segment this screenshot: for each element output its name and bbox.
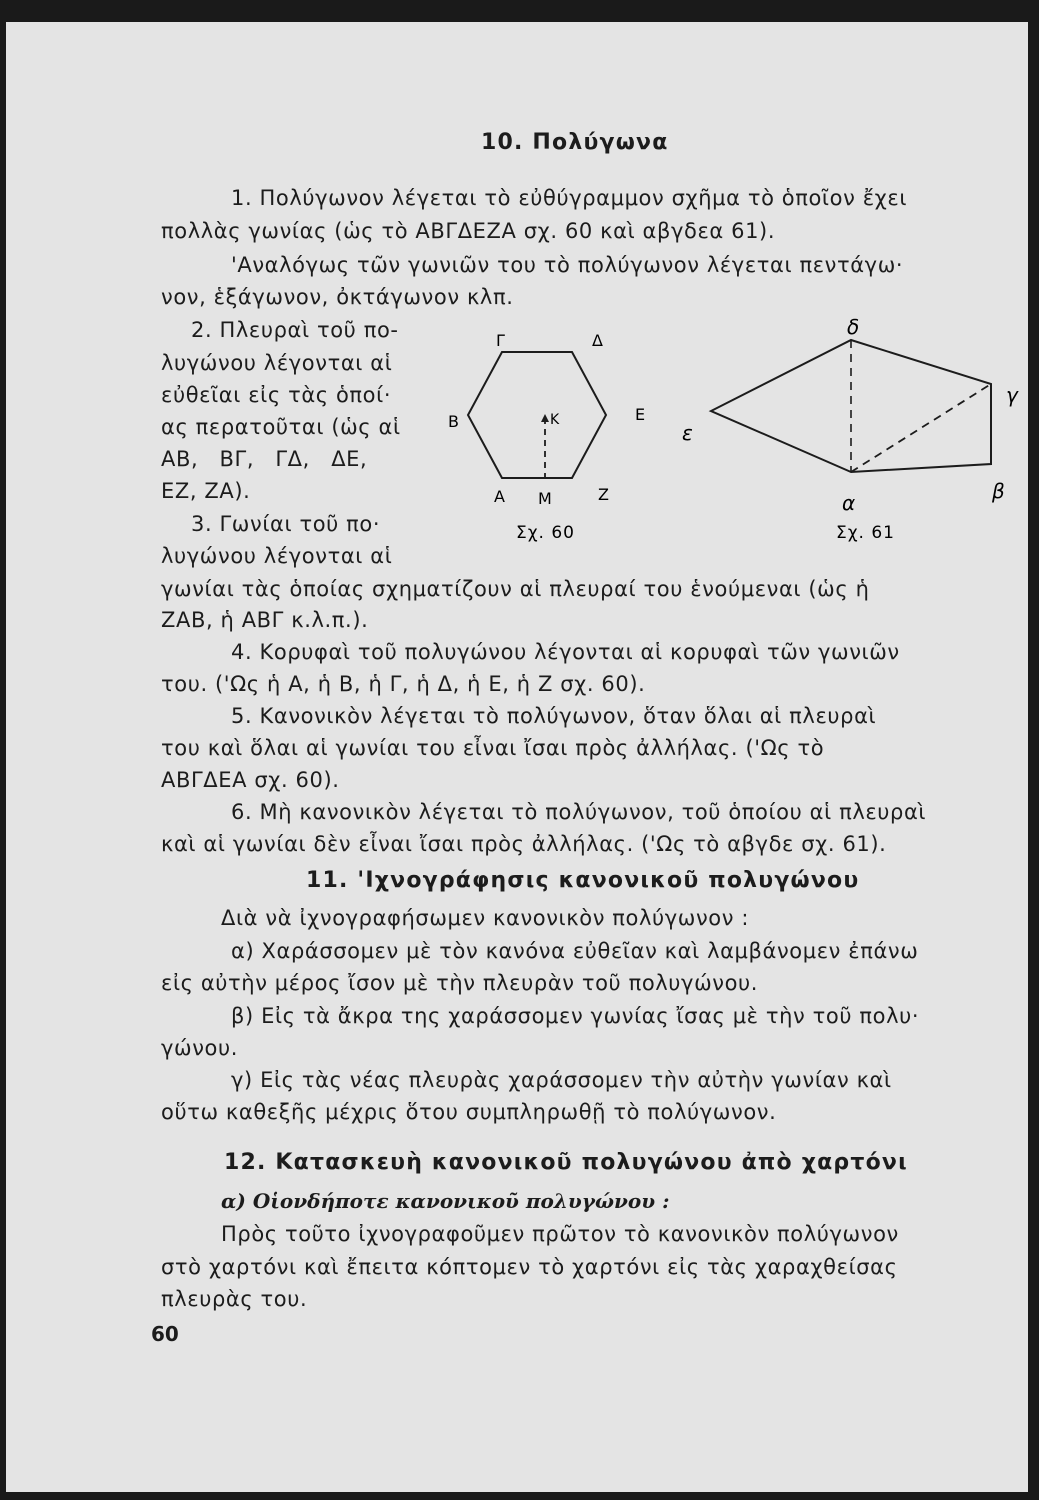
label-B: Β [448, 412, 459, 431]
page-number: 60 [151, 1322, 179, 1346]
p1-line2: πολλὰς γωνίας (ὡς τὸ ΑΒΓΔΕΖΑ σχ. 60 καὶ αβγδεα 61). [161, 219, 776, 243]
p3-line1: 3. Γωνίαι τοῦ πο· [191, 512, 381, 536]
s11-c-line1: γ) Εἰς τὰς νέας πλευρὰς χαράσσομεν τὴν αὐτὴν γωνίαν καὶ [231, 1068, 892, 1092]
p3-line4: ΖΑΒ, ἡ ΑΒΓ κ.λ.π.). [161, 608, 369, 632]
p5-line2: του καὶ ὅλαι αἱ γωνίαι του εἶναι ἴσαι πρὸς ἀλλήλας. ('Ως τὸ [161, 736, 825, 760]
figure-61-caption: Σχ. 61 [836, 523, 896, 543]
apothem-arrow [541, 414, 549, 422]
p5-line1: 5. Κανονικὸν λέγεται τὸ πολύγωνον, ὅταν ὅλαι αἱ πλευραὶ [231, 704, 877, 728]
label-E: Ε [635, 405, 646, 424]
s12-subheading: α) Οἱονδήποτε κανονικοῦ πολυγώνου : [221, 1189, 670, 1213]
pentagon-diagonal-dashed [851, 384, 991, 472]
p2-line4: ας περατοῦται (ὡς αἱ [161, 415, 401, 439]
p2-line2: λυγώνου λέγονται αἱ [161, 351, 393, 375]
label-M: Μ [538, 489, 552, 508]
p5-line3: ΑΒΓΔΕΑ σχ. 60). [161, 768, 340, 792]
s11-b-line1: β) Εἰς τὰ ἄκρα της χαράσσομεν γωνίας ἴσας μὲ τὴν τοῦ πολυ· [231, 1004, 920, 1028]
s11-a-line2: εἰς αὐτὴν μέρος ἴσον μὲ τὴν πλευρὰν τοῦ πολυγώνου. [161, 971, 759, 995]
figure-60-hexagon [436, 312, 666, 552]
label-beta: β [992, 479, 1005, 503]
section-10-heading: 10. Πολύγωνα [481, 130, 669, 155]
p1-line4: νον, ἑξάγωνον, ὀκτάγωνον κλπ. [161, 285, 514, 309]
figure-61-pentagon [666, 292, 1036, 552]
p4-line1: 4. Κορυφαὶ τοῦ πολυγώνου λέγονται αἱ κορυφαὶ τῶν γωνιῶν [231, 640, 900, 664]
label-alpha: α [842, 491, 856, 515]
section-11-heading: 11. 'Ιχνογράφησις κανονικοῦ πολυγώνου [306, 868, 860, 893]
p6-line2: καὶ αἱ γωνίαι δὲν εἶναι ἴσαι πρὸς ἀλλήλας. ('Ως τὸ αβγδε σχ. 61). [161, 832, 887, 856]
p3-line2: λυγώνου λέγονται αἱ [161, 544, 393, 568]
s12-line1: Πρὸς τοῦτο ἰχνογραφοῦμεν πρῶτον τὸ κανονικὸν πολύγωνον [221, 1222, 899, 1246]
p6-line1: 6. Μὴ κανονικὸν λέγεται τὸ πολύγωνον, τοῦ ὁποίου αἱ πλευραὶ [231, 800, 927, 824]
p1-line3: 'Αναλόγως τῶν γωνιῶν του τὸ πολύγωνον λέγεται πεντάγω· [231, 253, 904, 277]
label-Z: Ζ [598, 485, 609, 504]
s11-c-line2: οὕτω καθεξῆς μέχρις ὅτου συμπληρωθῇ τὸ πολύγωνον. [161, 1100, 777, 1124]
s11-b-line2: γώνου. [161, 1036, 239, 1060]
p2-line3: εὐθεῖαι εἰς τὰς ὁποί· [161, 383, 392, 407]
s11-intro: Διὰ νὰ ἰχνογραφήσωμεν κανονικὸν πολύγωνον : [221, 906, 750, 930]
label-A: Α [494, 487, 505, 506]
label-G: Γ [496, 331, 505, 350]
figure-60-caption: Σχ. 60 [516, 523, 576, 543]
p2-line5: ΑΒ, ΒΓ, ΓΔ, ΔΕ, [161, 447, 368, 471]
p3-line3: γωνίαι τὰς ὁποίας σχηματίζουν αἱ πλευραί του ἑνούμεναι (ὡς ἡ [161, 577, 870, 601]
label-epsilon: ε [682, 421, 693, 445]
label-K: Κ [550, 412, 560, 428]
s12-line3: πλευρὰς του. [161, 1287, 308, 1311]
p2-line6: ΕΖ, ΖΑ). [161, 479, 251, 503]
label-gamma: γ [1006, 383, 1018, 407]
p4-line2: του. ('Ως ἡ Α, ἡ Β, ἡ Γ, ἡ Δ, ἡ Ε, ἡ Ζ σχ. 60). [161, 672, 646, 696]
s11-a-line1: α) Χαράσσομεν μὲ τὸν κανόνα εὐθεῖαν καὶ λαμβάνομεν ἐπάνω [231, 939, 919, 963]
hexagon-outline [468, 352, 606, 478]
label-D: Δ [592, 331, 603, 350]
label-delta: δ [847, 315, 860, 339]
book-page [6, 22, 1028, 1492]
p2-line1: 2. Πλευραὶ τοῦ πο- [191, 318, 399, 342]
p1-line1: 1. Πολύγωνον λέγεται τὸ εὐθύγραμμον σχῆμα τὸ ὁποῖον ἔχει [231, 186, 908, 210]
s12-line2: στὸ χαρτόνι καὶ ἔπειτα κόπτομεν τὸ χαρτόνι εἰς τὰς χαραχθείσας [161, 1255, 898, 1279]
section-12-heading: 12. Κατασκευὴ κανονικοῦ πολυγώνου ἀπὸ χαρτόνι [224, 1150, 908, 1175]
